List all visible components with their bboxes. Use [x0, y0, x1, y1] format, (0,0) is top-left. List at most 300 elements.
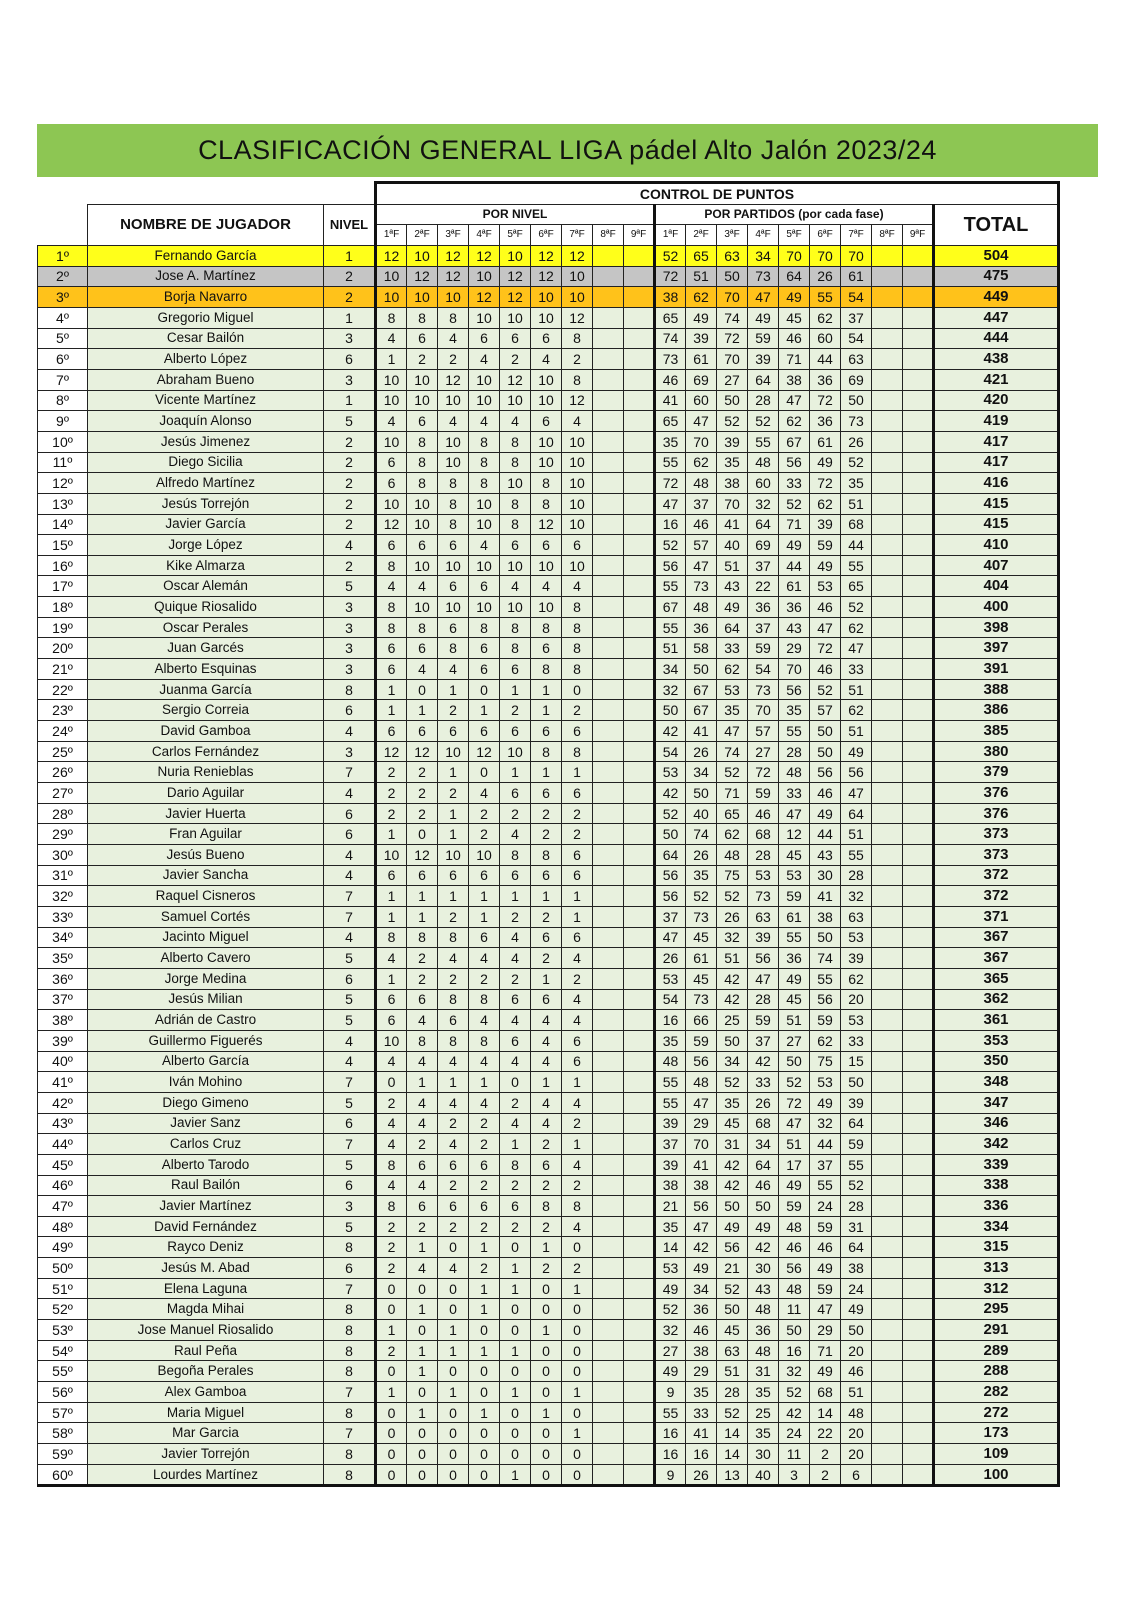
nivel-points-cell: 8	[562, 659, 593, 680]
match-points-cell: 48	[748, 452, 779, 473]
match-points-cell: 55	[841, 1154, 872, 1175]
match-points-cell: 64	[748, 369, 779, 390]
nivel-points-cell: 12	[562, 245, 593, 266]
match-points-cell: 48	[655, 1051, 686, 1072]
match-points-cell: 42	[686, 1237, 717, 1258]
match-points-cell	[872, 968, 903, 989]
match-points-cell: 25	[748, 1402, 779, 1423]
match-points-cell: 70	[717, 349, 748, 370]
table-row	[38, 1175, 1059, 1196]
table-row	[38, 906, 1059, 927]
partidos-phase-header: 6ªF	[810, 225, 841, 246]
player-name-cell: Fran Aguilar	[88, 824, 324, 845]
match-points-cell	[903, 245, 934, 266]
nivel-points-cell: 0	[531, 1278, 562, 1299]
table-row	[38, 1402, 1059, 1423]
match-points-cell: 13	[717, 1464, 748, 1486]
player-name-cell: Javier García	[88, 514, 324, 535]
nivel-points-cell	[624, 927, 655, 948]
nivel-points-cell: 4	[469, 783, 500, 804]
nivel-phase-header: 2ªF	[407, 225, 438, 246]
nivel-points-cell: 12	[562, 390, 593, 411]
match-points-cell: 48	[779, 1278, 810, 1299]
nivel-points-cell	[593, 865, 624, 886]
match-points-cell: 49	[841, 1299, 872, 1320]
match-points-cell	[872, 1175, 903, 1196]
nivel-points-cell: 4	[376, 948, 407, 969]
match-points-cell: 73	[748, 886, 779, 907]
match-points-cell: 49	[810, 803, 841, 824]
player-name-cell: Lourdes Martínez	[88, 1464, 324, 1486]
nivel-points-cell	[593, 1216, 624, 1237]
nivel-points-cell: 8	[562, 638, 593, 659]
nivel-points-cell	[624, 1382, 655, 1403]
match-points-cell: 46	[748, 1175, 779, 1196]
match-points-cell: 49	[841, 741, 872, 762]
nivel-cell: 5	[324, 1092, 376, 1113]
match-points-cell	[903, 741, 934, 762]
match-points-cell: 28	[841, 1196, 872, 1217]
match-points-cell: 30	[748, 1444, 779, 1465]
match-points-cell: 35	[655, 431, 686, 452]
nivel-points-cell: 1	[469, 1299, 500, 1320]
match-points-cell: 62	[779, 411, 810, 432]
nivel-points-cell: 10	[407, 390, 438, 411]
nivel-points-cell: 4	[500, 824, 531, 845]
nivel-points-cell: 8	[407, 617, 438, 638]
match-points-cell: 53	[779, 865, 810, 886]
match-points-cell: 44	[779, 555, 810, 576]
position-cell: 6º	[38, 349, 88, 370]
match-points-cell: 42	[655, 783, 686, 804]
match-points-cell: 72	[655, 473, 686, 494]
match-points-cell	[872, 845, 903, 866]
nivel-points-cell	[593, 824, 624, 845]
match-points-cell: 26	[748, 1092, 779, 1113]
position-cell: 53º	[38, 1320, 88, 1341]
match-points-cell	[903, 597, 934, 618]
nivel-points-cell	[624, 266, 655, 287]
nivel-points-cell: 0	[438, 1444, 469, 1465]
table-row	[38, 1030, 1059, 1051]
nivel-cell: 6	[324, 824, 376, 845]
nivel-cell: 4	[324, 783, 376, 804]
total-cell: 398	[934, 617, 1059, 638]
table-row	[38, 1361, 1059, 1382]
nivel-points-cell: 10	[438, 390, 469, 411]
nivel-points-cell: 8	[562, 741, 593, 762]
position-cell: 25º	[38, 741, 88, 762]
nivel-points-cell: 2	[438, 1175, 469, 1196]
nivel-points-cell: 1	[407, 1340, 438, 1361]
match-points-cell	[872, 473, 903, 494]
nivel-points-cell: 4	[531, 1010, 562, 1031]
match-points-cell: 50	[717, 1030, 748, 1051]
nivel-points-cell: 6	[407, 328, 438, 349]
total-cell: 109	[934, 1444, 1059, 1465]
nivel-points-cell: 0	[438, 1237, 469, 1258]
match-points-cell: 26	[655, 948, 686, 969]
nivel-points-cell	[624, 1320, 655, 1341]
nivel-points-cell: 6	[376, 865, 407, 886]
player-name-cell: Jose Manuel Riosalido	[88, 1320, 324, 1341]
match-points-cell: 55	[655, 1402, 686, 1423]
match-points-cell: 32	[655, 1320, 686, 1341]
position-cell: 4º	[38, 307, 88, 328]
match-points-cell: 70	[841, 245, 872, 266]
nivel-points-cell: 2	[562, 824, 593, 845]
match-points-cell: 51	[841, 1382, 872, 1403]
position-cell: 9º	[38, 411, 88, 432]
nivel-points-cell	[593, 1258, 624, 1279]
position-cell: 34º	[38, 927, 88, 948]
match-points-cell: 38	[655, 1175, 686, 1196]
table-row	[38, 741, 1059, 762]
match-points-cell: 35	[686, 1382, 717, 1403]
nivel-points-cell: 0	[500, 1299, 531, 1320]
nivel-points-cell: 2	[500, 349, 531, 370]
match-points-cell: 52	[779, 1382, 810, 1403]
nivel-phase-header: 1ªF	[376, 225, 407, 246]
table-row	[38, 1216, 1059, 1237]
nivel-points-cell: 1	[407, 1237, 438, 1258]
nivel-points-cell	[593, 948, 624, 969]
nivel-points-cell: 1	[531, 968, 562, 989]
nivel-points-cell: 0	[438, 1278, 469, 1299]
match-points-cell: 20	[841, 1340, 872, 1361]
player-name-cell: Raquel Cisneros	[88, 886, 324, 907]
match-points-cell: 47	[655, 927, 686, 948]
match-points-cell: 33	[779, 783, 810, 804]
match-points-cell: 55	[779, 721, 810, 742]
nivel-points-cell	[624, 287, 655, 308]
nivel-points-cell	[593, 1196, 624, 1217]
match-points-cell: 47	[779, 390, 810, 411]
nivel-cell: 1	[324, 307, 376, 328]
nivel-cell: 2	[324, 431, 376, 452]
match-points-cell: 51	[779, 1134, 810, 1155]
table-row	[38, 1444, 1059, 1465]
nivel-points-cell: 2	[376, 783, 407, 804]
match-points-cell: 55	[810, 968, 841, 989]
nivel-points-cell: 1	[531, 679, 562, 700]
nivel-points-cell	[593, 287, 624, 308]
nivel-cell: 6	[324, 349, 376, 370]
nivel-points-cell	[593, 1320, 624, 1341]
nivel-points-cell	[624, 906, 655, 927]
match-points-cell: 70	[686, 1134, 717, 1155]
match-points-cell: 49	[717, 597, 748, 618]
match-points-cell	[872, 1423, 903, 1444]
match-points-cell: 39	[655, 1113, 686, 1134]
match-points-cell: 11	[779, 1444, 810, 1465]
nivel-points-cell: 0	[531, 1423, 562, 1444]
match-points-cell: 20	[841, 1423, 872, 1444]
nivel-cell: 6	[324, 1175, 376, 1196]
nivel-points-cell	[624, 1258, 655, 1279]
nivel-cell: 8	[324, 1340, 376, 1361]
match-points-cell	[903, 1444, 934, 1465]
match-points-cell: 46	[655, 369, 686, 390]
nivel-points-cell: 4	[562, 411, 593, 432]
nivel-points-cell: 2	[438, 906, 469, 927]
nivel-points-cell: 2	[531, 824, 562, 845]
match-points-cell: 65	[841, 576, 872, 597]
position-cell: 49º	[38, 1237, 88, 1258]
match-points-cell: 37	[748, 555, 779, 576]
player-name-cell: Magda Mihai	[88, 1299, 324, 1320]
nivel-points-cell: 10	[500, 555, 531, 576]
nivel-points-cell: 4	[376, 1113, 407, 1134]
table-row	[38, 493, 1059, 514]
position-cell: 38º	[38, 1010, 88, 1031]
nivel-points-cell: 0	[407, 1382, 438, 1403]
position-cell: 16º	[38, 555, 88, 576]
nivel-points-cell: 1	[407, 1072, 438, 1093]
nivel-points-cell: 2	[438, 349, 469, 370]
nivel-points-cell: 4	[376, 328, 407, 349]
nivel-points-cell: 0	[531, 1299, 562, 1320]
match-points-cell: 42	[748, 1051, 779, 1072]
match-points-cell: 49	[810, 1361, 841, 1382]
nivel-points-cell: 1	[562, 906, 593, 927]
match-points-cell: 67	[779, 431, 810, 452]
nivel-points-cell: 2	[469, 824, 500, 845]
nivel-points-cell	[593, 1092, 624, 1113]
match-points-cell: 3	[779, 1464, 810, 1486]
nivel-points-cell	[624, 1113, 655, 1134]
match-points-cell	[872, 948, 903, 969]
table-row	[38, 783, 1059, 804]
player-name-cell: Sergio Correia	[88, 700, 324, 721]
nivel-points-cell: 10	[469, 266, 500, 287]
nivel-points-cell: 1	[438, 1320, 469, 1341]
nivel-points-cell: 8	[469, 617, 500, 638]
nivel-points-cell: 1	[469, 1402, 500, 1423]
nivel-points-cell: 2	[469, 1216, 500, 1237]
match-points-cell: 14	[717, 1423, 748, 1444]
nivel-points-cell: 8	[531, 741, 562, 762]
nivel-points-cell: 4	[438, 1092, 469, 1113]
nivel-points-cell	[624, 1030, 655, 1051]
nivel-points-cell: 1	[407, 1299, 438, 1320]
nivel-points-cell: 6	[407, 1196, 438, 1217]
nivel-points-cell: 6	[438, 535, 469, 556]
match-points-cell: 55	[841, 845, 872, 866]
position-cell: 11º	[38, 452, 88, 473]
total-cell: 388	[934, 679, 1059, 700]
match-points-cell: 34	[686, 762, 717, 783]
nivel-cell: 7	[324, 1278, 376, 1299]
nivel-points-cell: 8	[438, 473, 469, 494]
match-points-cell: 39	[841, 948, 872, 969]
match-points-cell: 49	[655, 1278, 686, 1299]
total-cell: 315	[934, 1237, 1059, 1258]
match-points-cell: 33	[841, 659, 872, 680]
nivel-points-cell: 10	[438, 431, 469, 452]
nivel-points-cell: 10	[562, 514, 593, 535]
match-points-cell: 33	[686, 1402, 717, 1423]
nivel-points-cell: 6	[500, 721, 531, 742]
match-points-cell: 41	[686, 721, 717, 742]
nivel-points-cell: 6	[407, 535, 438, 556]
nivel-phase-header: 8ªF	[593, 225, 624, 246]
nivel-points-cell: 0	[469, 1423, 500, 1444]
nivel-points-cell: 10	[469, 369, 500, 390]
nivel-points-cell	[624, 493, 655, 514]
nivel-points-cell: 8	[407, 452, 438, 473]
nivel-points-cell: 10	[500, 597, 531, 618]
match-points-cell	[872, 514, 903, 535]
match-points-cell	[903, 1299, 934, 1320]
player-name-cell: Maria Miguel	[88, 1402, 324, 1423]
nivel-points-cell: 8	[562, 1196, 593, 1217]
nivel-points-cell: 1	[438, 1340, 469, 1361]
match-points-cell: 29	[810, 1320, 841, 1341]
nivel-points-cell: 4	[562, 989, 593, 1010]
nivel-points-cell: 8	[469, 1030, 500, 1051]
match-points-cell: 34	[748, 245, 779, 266]
nivel-points-cell: 0	[376, 1361, 407, 1382]
match-points-cell: 32	[655, 679, 686, 700]
match-points-cell: 42	[717, 989, 748, 1010]
nivel-cell: 7	[324, 1072, 376, 1093]
match-points-cell: 52	[748, 411, 779, 432]
match-points-cell: 56	[748, 948, 779, 969]
match-points-cell: 55	[655, 452, 686, 473]
match-points-cell	[903, 1072, 934, 1093]
nivel-points-cell: 6	[531, 927, 562, 948]
nivel-points-cell: 1	[407, 1402, 438, 1423]
match-points-cell: 55	[810, 287, 841, 308]
match-points-cell: 42	[779, 1402, 810, 1423]
nivel-points-cell: 2	[376, 1258, 407, 1279]
nivel-points-cell	[593, 493, 624, 514]
nivel-points-cell	[624, 638, 655, 659]
nivel-cell: 5	[324, 411, 376, 432]
match-points-cell: 51	[717, 1361, 748, 1382]
nivel-points-cell: 6	[500, 1030, 531, 1051]
nivel-points-cell	[593, 927, 624, 948]
player-name-cell: Javier Sancha	[88, 865, 324, 886]
match-points-cell: 47	[717, 721, 748, 742]
match-points-cell: 48	[779, 762, 810, 783]
nivel-points-cell: 2	[469, 1175, 500, 1196]
position-cell: 46º	[38, 1175, 88, 1196]
match-points-cell: 52	[686, 886, 717, 907]
total-cell: 404	[934, 576, 1059, 597]
match-points-cell: 74	[686, 824, 717, 845]
nivel-points-cell	[593, 473, 624, 494]
match-points-cell: 21	[655, 1196, 686, 1217]
match-points-cell: 45	[717, 1113, 748, 1134]
match-points-cell: 56	[779, 679, 810, 700]
nivel-points-cell	[624, 349, 655, 370]
match-points-cell	[872, 1134, 903, 1155]
nivel-points-cell	[624, 968, 655, 989]
nivel-points-cell: 12	[500, 369, 531, 390]
nivel-points-cell: 2	[407, 1134, 438, 1155]
match-points-cell: 42	[717, 968, 748, 989]
nivel-points-cell: 6	[531, 411, 562, 432]
nivel-points-cell: 10	[531, 555, 562, 576]
match-points-cell: 27	[717, 369, 748, 390]
player-name-header: NOMBRE DE JUGADOR	[88, 204, 324, 245]
nivel-points-cell: 6	[469, 1196, 500, 1217]
match-points-cell	[872, 741, 903, 762]
table-row	[38, 328, 1059, 349]
match-points-cell: 46	[810, 597, 841, 618]
nivel-points-cell	[593, 741, 624, 762]
table-row	[38, 576, 1059, 597]
match-points-cell: 56	[779, 1258, 810, 1279]
total-cell: 338	[934, 1175, 1059, 1196]
match-points-cell: 36	[810, 411, 841, 432]
match-points-cell: 50	[810, 927, 841, 948]
nivel-points-cell: 8	[438, 638, 469, 659]
nivel-points-cell: 0	[531, 1382, 562, 1403]
nivel-points-cell: 6	[531, 328, 562, 349]
match-points-cell	[872, 1464, 903, 1486]
nivel-points-cell: 10	[407, 555, 438, 576]
nivel-points-cell	[624, 597, 655, 618]
match-points-cell: 47	[748, 968, 779, 989]
match-points-cell	[903, 1340, 934, 1361]
nivel-points-cell	[593, 1072, 624, 1093]
total-cell: 362	[934, 989, 1059, 1010]
match-points-cell: 28	[717, 1382, 748, 1403]
player-name-cell: Adrián de Castro	[88, 1010, 324, 1031]
nivel-points-cell	[593, 1154, 624, 1175]
total-cell: 342	[934, 1134, 1059, 1155]
nivel-points-cell	[593, 700, 624, 721]
nivel-points-cell: 4	[500, 411, 531, 432]
match-points-cell	[872, 431, 903, 452]
match-points-cell: 55	[779, 927, 810, 948]
position-cell: 22º	[38, 679, 88, 700]
match-points-cell	[872, 1258, 903, 1279]
nivel-points-cell	[593, 721, 624, 742]
nivel-points-cell	[624, 1299, 655, 1320]
nivel-points-cell: 4	[500, 927, 531, 948]
match-points-cell: 46	[810, 1237, 841, 1258]
player-name-cell: Juanma García	[88, 679, 324, 700]
nivel-points-cell: 6	[469, 659, 500, 680]
nivel-points-cell: 1	[407, 1361, 438, 1382]
nivel-points-cell: 1	[376, 679, 407, 700]
nivel-points-cell	[624, 886, 655, 907]
match-points-cell	[903, 989, 934, 1010]
match-points-cell: 66	[686, 1010, 717, 1031]
match-points-cell	[872, 369, 903, 390]
match-points-cell: 54	[655, 741, 686, 762]
nivel-points-cell	[624, 245, 655, 266]
match-points-cell: 2	[810, 1464, 841, 1486]
match-points-cell: 52	[655, 535, 686, 556]
nivel-points-cell: 6	[562, 1030, 593, 1051]
nivel-points-cell: 6	[469, 638, 500, 659]
nivel-points-cell: 12	[376, 245, 407, 266]
table-row	[38, 1134, 1059, 1155]
match-points-cell: 55	[810, 1175, 841, 1196]
nivel-points-cell: 6	[438, 1154, 469, 1175]
nivel-points-cell	[624, 473, 655, 494]
position-cell: 20º	[38, 638, 88, 659]
nivel-points-cell: 0	[562, 1444, 593, 1465]
match-points-cell: 65	[655, 411, 686, 432]
match-points-cell: 11	[779, 1299, 810, 1320]
nivel-cell: 1	[324, 390, 376, 411]
